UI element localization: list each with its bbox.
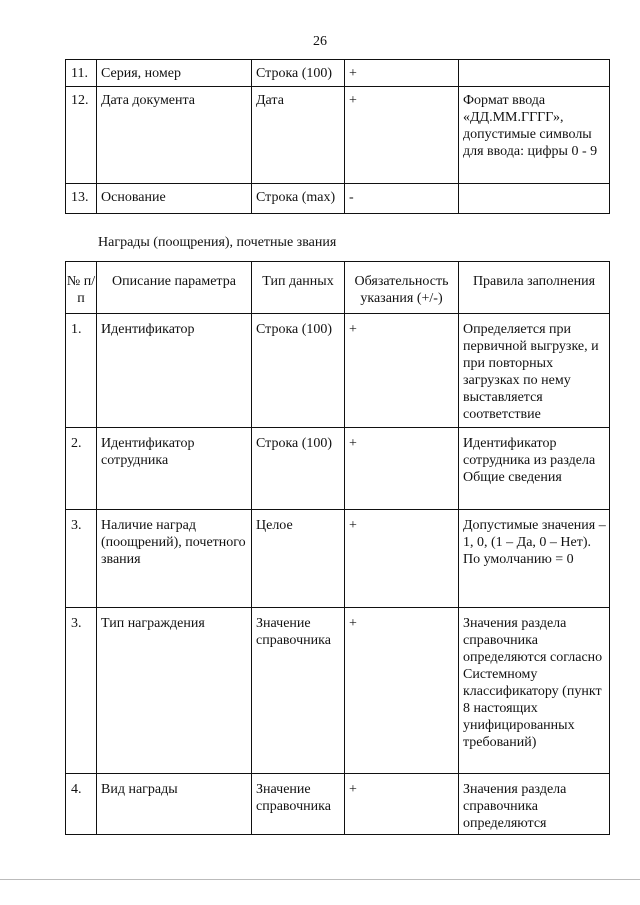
table-row — [66, 184, 610, 214]
required-flag: + — [345, 774, 459, 835]
required-flag: + — [345, 87, 459, 184]
table-row — [66, 608, 610, 774]
row-number: 11. — [66, 60, 97, 87]
header-required: Обязательность указания (+/-) — [345, 262, 459, 314]
data-type: Значение справочника — [252, 774, 345, 835]
row-number: 13. — [66, 184, 97, 214]
param-description: Серия, номер — [97, 60, 252, 87]
fill-rules: Допустимые значения – 1, 0, (1 – Да, 0 – Нет). По умолчанию = 0 — [459, 510, 610, 608]
section-heading: Награды (поощрения), почетные звания — [98, 235, 337, 250]
param-description: Идентификатор сотрудника — [97, 428, 252, 510]
data-type: Дата — [252, 87, 345, 184]
required-flag: + — [345, 60, 459, 87]
param-description: Наличие наград (поощрений), почетного звания — [97, 510, 252, 608]
required-flag: + — [345, 608, 459, 774]
table-row — [66, 87, 610, 184]
table-row — [66, 510, 610, 608]
row-number: 3. — [66, 608, 97, 774]
table-header-row — [66, 262, 610, 314]
data-type: Значение справочника — [252, 608, 345, 774]
awards-table — [65, 261, 610, 835]
table-row — [66, 314, 610, 428]
fill-rules: Формат ввода «ДД.ММ.ГГГГ», допустимые символы для ввода: цифры 0 - 9 — [459, 87, 610, 184]
row-number: 12. — [66, 87, 97, 184]
row-number: 2. — [66, 428, 97, 510]
data-type: Целое — [252, 510, 345, 608]
header-data-type: Тип данных — [252, 262, 345, 314]
header-description: Описание параметра — [97, 262, 252, 314]
top-table — [65, 59, 610, 214]
data-type: Строка (100) — [252, 60, 345, 87]
param-description: Тип награждения — [97, 608, 252, 774]
table-row — [66, 60, 610, 87]
param-description: Дата документа — [97, 87, 252, 184]
param-description: Вид награды — [97, 774, 252, 835]
page-bottom-rule — [0, 879, 640, 880]
param-description: Основание — [97, 184, 252, 214]
fill-rules — [459, 60, 610, 87]
param-description: Идентификатор — [97, 314, 252, 428]
row-number: 1. — [66, 314, 97, 428]
table-row — [66, 428, 610, 510]
header-number: № п/п — [66, 262, 97, 314]
required-flag: + — [345, 428, 459, 510]
row-number: 3. — [66, 510, 97, 608]
table-row — [66, 774, 610, 835]
data-type: Строка (max) — [252, 184, 345, 214]
fill-rules: Определяется при первичной выгрузке, и при повторных загрузках по нему выставляется соответствие — [459, 314, 610, 428]
header-fill-rules: Правила заполнения — [459, 262, 610, 314]
page-number: 26 — [313, 34, 327, 49]
fill-rules — [459, 184, 610, 214]
fill-rules: Значения раздела справочника определяются согласно Системному классификатору (пункт 8 настоящих унифицированных требований) — [459, 608, 610, 774]
fill-rules: Значения раздела справочника определяются — [459, 774, 610, 835]
row-number: 4. — [66, 774, 97, 835]
data-type: Строка (100) — [252, 428, 345, 510]
data-type: Строка (100) — [252, 314, 345, 428]
required-flag: + — [345, 510, 459, 608]
required-flag: - — [345, 184, 459, 214]
required-flag: + — [345, 314, 459, 428]
fill-rules: Идентификатор сотрудника из раздела Общие сведения — [459, 428, 610, 510]
